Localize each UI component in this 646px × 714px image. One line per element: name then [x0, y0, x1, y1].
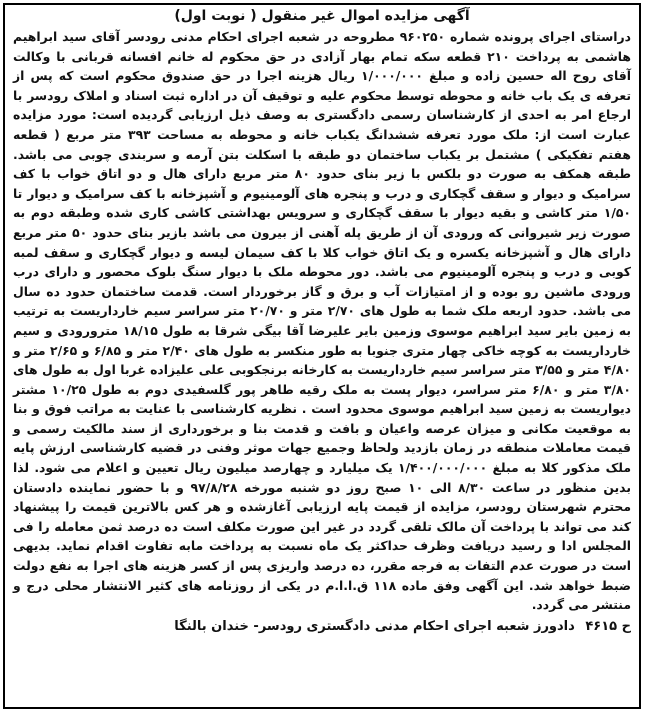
notice-footer — [13, 617, 631, 637]
notice-title: آگهی مزایده اموال غیر منقول ( نوبت اول) — [174, 8, 470, 24]
auction-notice — [3, 3, 641, 709]
footer-signature: دادورز شعبه اجرای احکام مدنی دادگستری رودسر- خندان بالنگا — [174, 618, 575, 634]
notice-body: دراستای اجرای پرونده شماره ۹۶۰۲۵۰ مطروحه در شعبه اجرای احکام مدنی رودسر آقای سید ابراهیم هاشمی به پرداخت ۲۱۰ قطعه سکه تمام بهار آزادی در حق محکوم له خانم افسانه قربانی با وکالت آقای روح اله حسین زاده و مبلغ ۱/۰۰۰/۰۰۰ ریال هزینه اجرا در حق صندوق محکوم است که پس از تعرفه ی یک باب خانه و محوطه توسط محکوم علیه و توقیف آن در اداره ثبت اسناد و املاک رودسر با ارجاع امر به احدی از کارشناسان رسمی دادگستری به وصف ذیل ارزیابی گردیده است: مورد مزایده عبارت است از: ملک مورد تعرفه ششدانگ یکباب خانه و محوطه به مساحت ۳۹۳ متر مربع ( قطعه هفتم تفکیکی ) مشتمل بر یکباب ساختمان دو طبقه با اسکلت بتن آرمه و سربندی چوبی می باشد. طبقه همکف به صورت دو بلکس با زیر بنای حدود ۸۰ متر مربع دارای هال و دو اتاق خواب با کف سرامیک و دیوار و سقف گچکاری و درب و پنجره های آلومینیوم و آشپزخانه با کف سرامیک و دیوار تا ۱/۵۰ متر کاشی و بقیه دیوار با سقف گچکاری و سرویس بهداشتی کاشی کاری شده وطبقه دوم به صورت زیر شیروانی که ورودی آن از طریق پله آهنی از بیرون می باشد بازیر بنای حدود ۵۰ متر مربع دارای هال و آشپزخانه یکسره و یک اتاق خواب کلا با کف سیمان لیسه و دیوار گچکاری و سقف لمبه کوبی و درب و پنجره آلومینیوم می باشد. دور محوطه ملک با دیوار سنگ بلوک محصور و دارای درب ورودی ماشین رو بوده و از امتیازات آب و برق و گاز برخوردار است. قدمت ساختمان حدود ده سال می باشد. حدود اربعه ملک شما به طول های ۲/۷۰ متر و ۲۰/۷۰ متر سراسر سیم خارداریست به ترتیب به زمین بایر سید ابراهیم موسوی وزمین بایر علیرضا آقا بیگی شرقا به طول ۱۸/۱۵ مترورودی و سیم خارداریست به کوچه خاکی چهار متری جنوبا به طور منکسر به طول های ۲/۴۰ متر و ۶/۸۵ و ۲/۶۵ متر و ۴/۸۰ متر و ۳/۵۵ متر سراسر سیم خارداریست به کارخانه برنجکوبی علی علیزاده غربا اول به طول های ۳/۸۰ متر و ۶/۸۰ متر سراسر، دیوار پست به ملک رقیه طاهر پور گلسفیدی دوم به طول ۱۰/۲۵ مشتر دیواریست به زمین سید ابراهیم موسوی محدود است . نظریه کارشناسی با عنایت به مراتب فوق و بنا به موقعیت مکانی و میزان عرصه واعیان و بافت و قدمت بنا و برخورداری از سند مالکیت رسمی و قیمت معاملات منطقه در زمان بازدید ولحاظ وجمیع جهات موثر وفنی در قضیه کارشناسی ارزش پایه ملک مذکور کلا به مبلغ ۱/۴۰۰/۰۰۰/۰۰۰ یک میلیارد و چهارصد میلیون ریال تعیین و اعلام می شود. لذا بدین منظور در ساعت ۸/۳۰ الی ۱۰ صبح روز دو شنبه مورخه ۹۷/۸/۲۸ و با حضور نماینده دادستان محترم شهرستان رودسر، مزایده از قیمت پایه ارزیابی آغازشده و هر کس بالاترین قیمت را پیشنهاد کند می تواند با پرداخت آن مالک تلقی گردد در غیر این صورت مکلف است ده درصد ثمن معامله را فی المجلس ادا و رسید دریافت وظرف حداکثر یک ماه نسبت به پرداخت مابه تفاوت اقدام نماید. بدیهی است در صورت عدم التفات به فرجه مقرر، ده درصد واریزی پس از کسر هزینه های اجرا به نفع دولت ضبط خواهد شد. این آگهی وفق ماده ۱۱۸ ق.ا.ا.م در یکی از روزنامه های کثیر الانتشار محلی درج و منتشر می گردد. — [13, 29, 632, 613]
footer-code: ح ۴۶۱۵ — [585, 618, 631, 634]
